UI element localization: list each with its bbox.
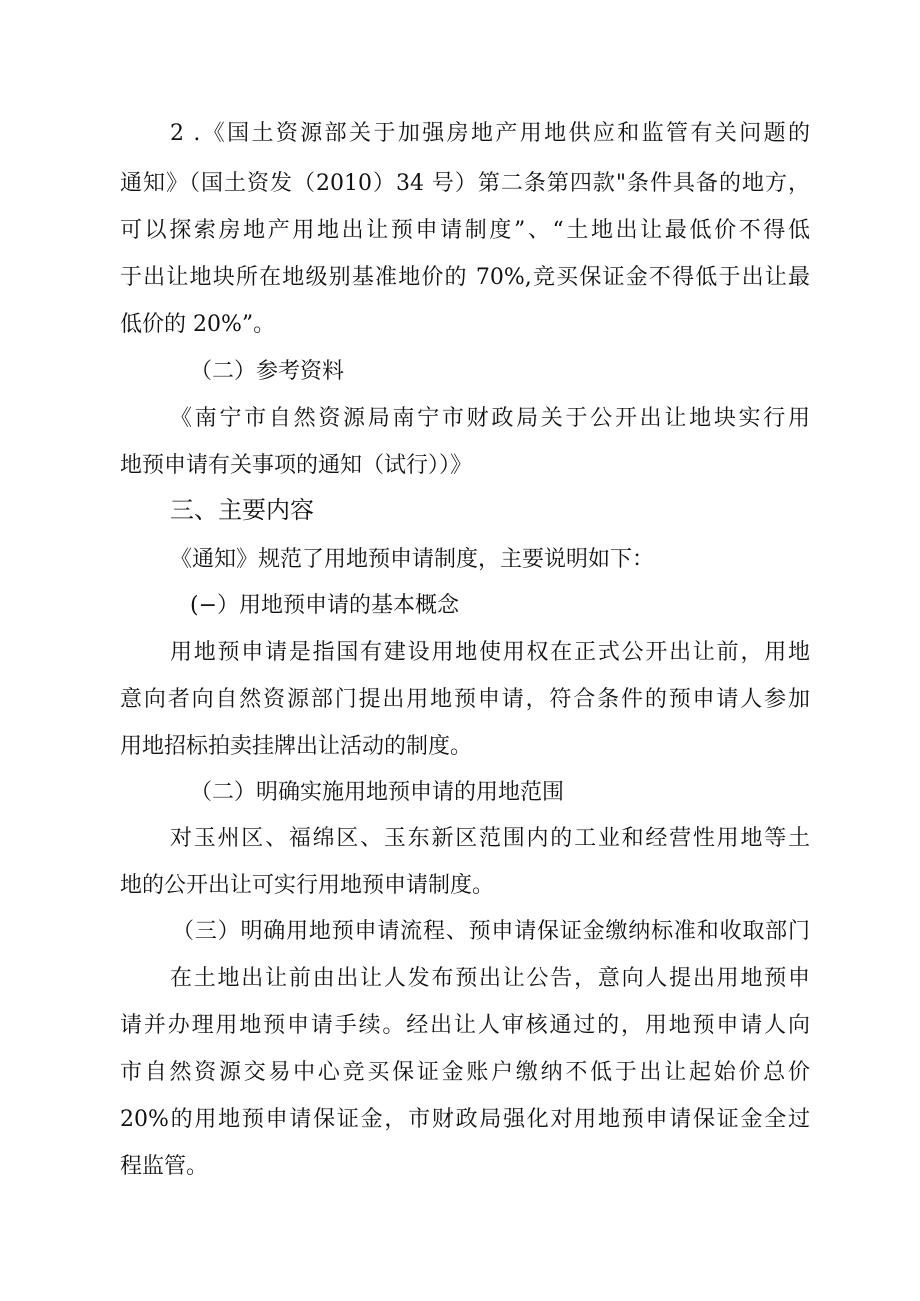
paragraph-line: 2 .《国土资源部关于加强房地产用地供应和监管有关问题的	[170, 121, 810, 146]
paragraph-line: 《通知》规范了用地预申请制度，主要说明如下：	[170, 547, 655, 572]
section-subheading: （三）明确用地预申请流程、预申请保证金缴纳标准和收取部门	[172, 919, 810, 944]
paragraph-line: 对玉州区、福绵区、玉东新区范围内的工业和经营性用地等土	[170, 826, 810, 851]
paragraph-line: 低价的 20%”。	[120, 312, 276, 337]
section-subheading: (−）用地预申请的基本概念	[190, 593, 460, 618]
paragraph-line: 市自然资源交易中心竞买保证金账户缴纳不低于出让起始价总价	[120, 1060, 810, 1085]
paragraph-line: 程监管。	[120, 1154, 209, 1179]
paragraph-line: 地的公开出让可实行用地预申请制度。	[120, 873, 495, 898]
paragraph-line: 用地招标拍卖挂牌出让活动的制度。	[120, 734, 473, 759]
paragraph-line: 于出让地块所在地级别基准地价的 70%,竞买保证金不得低于出让最	[120, 265, 810, 290]
section-heading: 三、主要内容	[170, 496, 314, 524]
paragraph-line: 在土地出让前由出让人发布预出让公告，意向人提出用地预申	[170, 966, 810, 991]
paragraph-line: 用地预申请是指国有建设用地使用权在正式公开出让前，用地	[170, 640, 810, 665]
section-subheading: （二）明确实施用地预申请的用地范围	[190, 780, 565, 805]
paragraph-line: 意向者向自然资源部门提出用地预申请，符合条件的预申请人参加	[120, 687, 810, 712]
section-subheading: （二）参考资料	[190, 359, 345, 384]
paragraph-line: 请并办理用地预申请手续。经出让人审核通过的，用地预申请人向	[120, 1013, 810, 1038]
paragraph-line: 地预申请有关事项的通知（试行））》	[120, 453, 473, 478]
paragraph-line: 《南宁市自然资源局南宁市财政局关于公开出让地块实行用	[170, 406, 810, 431]
paragraph-line: 可以探索房地产用地出让预申请制度”、“土地出让最低价不得低	[120, 218, 810, 243]
paragraph-line: 通知》（国土资发（2010）34 号）第二条第四款"条件具备的地方，	[120, 171, 810, 196]
paragraph-line: 20%的用地预申请保证金，市财政局强化对用地预申请保证金全过	[120, 1107, 810, 1132]
